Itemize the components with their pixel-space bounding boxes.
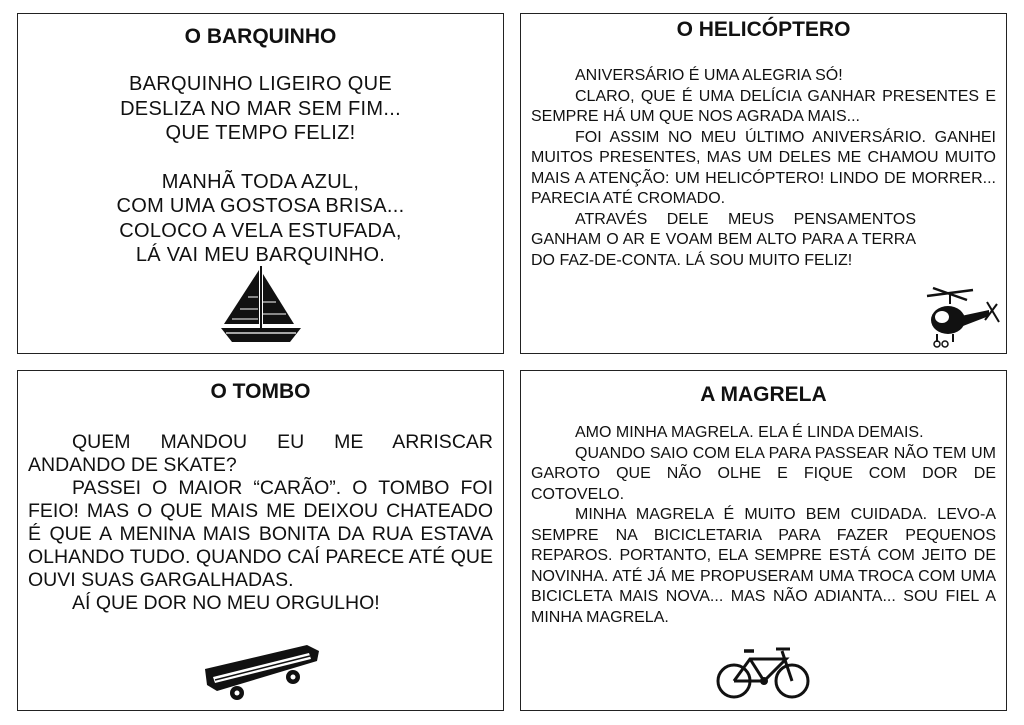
card-text: [28, 431, 493, 615]
poem-line: COLOCO A VELA ESTUFADA,: [119, 219, 402, 242]
card-title: O TOMBO: [210, 380, 311, 403]
poem-line: BARQUINHO LIGEIRO QUE: [128, 73, 392, 95]
skateboard-icon: [201, 639, 321, 703]
helicopter-icon: [923, 286, 1003, 350]
poem-line: COM UMA GOSTOSA BRISA...: [116, 195, 405, 217]
card-title: A MAGRELA: [700, 383, 827, 406]
paragraph: QUEM MANDOU EU ME ARRISCAR ANDANDO DE SKATE?: [28, 431, 493, 476]
paragraph: PASSEI O MAIOR “CARÃO”. O TOMBO FOI FEIO! MAS O QUE MAIS ME DEIXOU CHATEADO É QUE A MENINA MAIS BONITA DA RUA ESTAVA OLHANDO TUDO. QUANDO CAÍ PARECE ATÉ QUE OUVI SUAS GARGALHADAS.: [28, 477, 493, 591]
paragraph: AÍ QUE DOR NO MEU ORGULHO!: [72, 592, 380, 614]
paragraph: QUANDO SAIO COM ELA PARA PASSEAR NÃO TEM UM GAROTO QUE NÃO OLHE E FIQUE COM DOR DE COTOVELO.: [531, 444, 996, 503]
paragraph: ATRAVÉS DELE MEUS PENSAMENTOS GANHAM O AR E VOAM BEM ALTO PARA A TERRA DO FAZ-DE-CONTA. LÁ SOU MUITO FELIZ!: [531, 210, 916, 269]
card-barquinho: [17, 13, 504, 354]
poem-line: DESLIZA NO MAR SEM FIM...: [120, 97, 401, 120]
poem: [18, 72, 503, 268]
card-title: O BARQUINHO: [184, 25, 337, 48]
card-text: [531, 423, 996, 628]
paragraph: AMO MINHA MAGRELA. ELA É LINDA DEMAIS.: [575, 424, 924, 441]
paragraph: MINHA MAGRELA É MUITO BEM CUIDADA. LEVO-A SEMPRE NA BICICLETARIA PARA FAZER PEQUENOS REPAROS. PORTANTO, ELA SEMPRE ESTÁ COM JEITO DE NOVINHA. ATÉ JÁ ME PROPUSERAM UMA TROCA COM UMA BICICLETA MAIS NOVA... MAS NÃO ADIANTA... SOU FIEL A MINHA MAGRELA.: [531, 506, 996, 626]
card-text: [531, 66, 996, 271]
card-tombo: [17, 370, 504, 711]
poem-line: LÁ VAI MEU BARQUINHO.: [135, 244, 386, 266]
card-magrela: [520, 370, 1007, 711]
bicycle-icon: [716, 641, 812, 701]
paragraph: FOI ASSIM NO MEU ÚLTIMO ANIVERSÁRIO. GANHEI MUITOS PRESENTES, MAS UM DELES ME CHAMOU MUITO MAIS A ATENÇÃO: UM HELICÓPTERO! LINDO DE MORRER... PARECIA ATÉ CROMADO.: [531, 128, 996, 207]
sailboat-icon: [220, 264, 302, 344]
card-helicoptero: [520, 13, 1007, 354]
paragraph: ANIVERSÁRIO É UMA ALEGRIA SÓ!: [575, 67, 843, 84]
poem-line: QUE TEMPO FELIZ!: [165, 122, 356, 144]
card-title: O HELICÓPTERO: [676, 18, 851, 41]
paragraph: CLARO, QUE É UMA DELÍCIA GANHAR PRESENTES E SEMPRE HÁ UM QUE NOS AGRADA MAIS...: [531, 87, 996, 125]
poem-line: MANHÃ TODA AZUL,: [161, 170, 360, 193]
